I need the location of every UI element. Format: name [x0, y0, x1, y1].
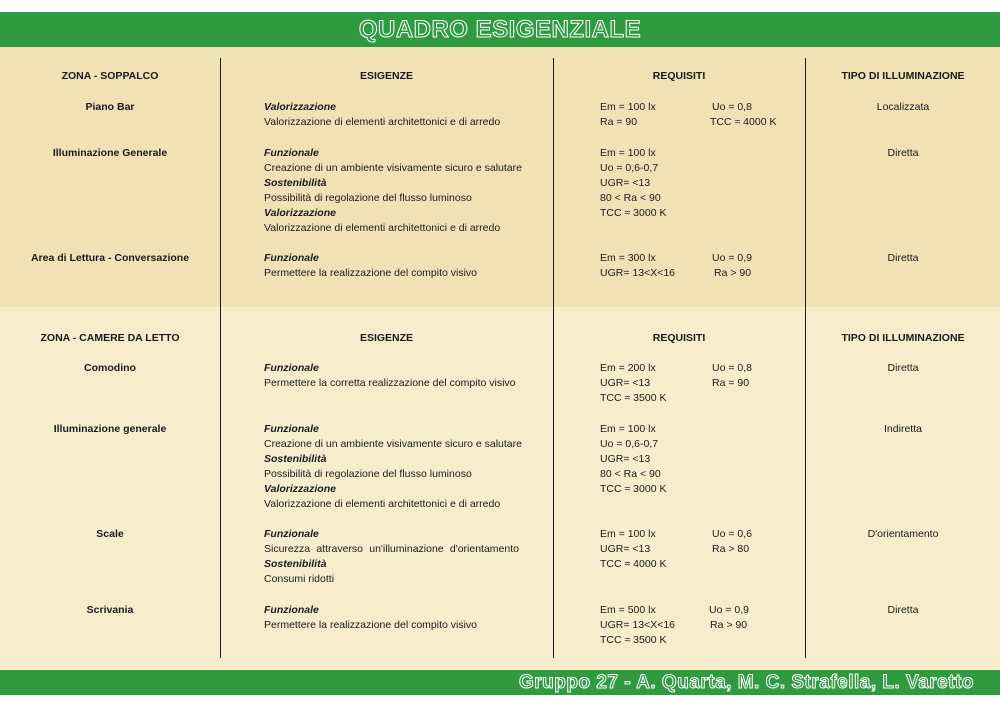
esigenza-category: Funzionale — [264, 423, 319, 435]
zone-header: ZONA - SOPPALCO — [61, 70, 159, 82]
esigenza-category: Funzionale — [264, 147, 319, 159]
requisito: UGR= <13 — [600, 377, 651, 389]
requisito: Em = 300 lx — [600, 252, 656, 264]
zone-label: Comodino — [84, 362, 136, 374]
requisito: Em = 100 lx — [600, 423, 656, 435]
requisito: Uo = 0,9 — [709, 604, 749, 616]
esigenza-category: Valorizzazione — [264, 207, 336, 219]
esigenze-header: ESIGENZE — [359, 70, 414, 82]
tipo-value: D'orientamento — [867, 528, 939, 540]
requisito: Em = 200 lx — [600, 362, 656, 374]
esigenza-text: Consumi ridotti — [264, 573, 335, 585]
esigenza-category: Funzionale — [264, 362, 319, 374]
column-divider — [553, 58, 554, 658]
esigenza-text: Valorizzazione di elementi architettonici e di arredo — [264, 498, 501, 510]
requisito: UGR= 13<X<16 — [600, 267, 676, 279]
tipo-value: Diretta — [887, 604, 919, 616]
requisito: Uo = 0,6-0,7 — [600, 162, 659, 174]
requisito: Ra > 80 — [712, 543, 750, 555]
requisito: UGR= 13<X<16 — [600, 619, 676, 631]
zone-header: ZONA - CAMERE DA LETTO — [40, 332, 180, 344]
requisito: Em = 500 lx — [600, 604, 656, 616]
section-soppalco — [0, 47, 1000, 307]
esigenza-text: Permettere la realizzazione del compito visivo — [264, 267, 478, 279]
esigenza-category: Funzionale — [264, 604, 319, 616]
zone-label: Scale — [96, 528, 124, 540]
requisito: Ra > 90 — [714, 267, 752, 279]
esigenza-text: Permettere la corretta realizzazione del compito visivo — [264, 377, 516, 389]
requisito: Uo = 0,6 — [712, 528, 752, 540]
requisiti-header: REQUISITI — [652, 332, 706, 344]
requisito: TCC ≈ 3000 K — [600, 483, 667, 495]
esigenza-text: Valorizzazione di elementi architettonici e di arredo — [264, 222, 501, 234]
esigenza-category: Valorizzazione — [264, 483, 336, 495]
requisito: Ra = 90 — [712, 377, 750, 389]
requisito: TCC ≈ 3500 K — [600, 634, 667, 646]
zone-label: Illuminazione Generale — [52, 147, 168, 159]
requisito: Ra > 90 — [710, 619, 748, 631]
requisito: 80 < Ra < 90 — [600, 468, 661, 480]
esigenza-text: Possibilità di regolazione del flusso luminoso — [264, 192, 472, 204]
esigenza-text: Permettere la realizzazione del compito visivo — [264, 619, 478, 631]
requisito: TCC ≈ 3000 K — [600, 207, 667, 219]
requisito: Uo = 0,6-0,7 — [600, 438, 659, 450]
requisito: TCC ≈ 4000 K — [600, 558, 667, 570]
requisito: UGR= <13 — [600, 453, 651, 465]
tipo-header: TIPO DI ILLUMINAZIONE — [841, 332, 965, 344]
requisito: 80 < Ra < 90 — [600, 192, 661, 204]
tipo-value: Diretta — [887, 147, 919, 159]
requisito: UGR= <13 — [600, 177, 651, 189]
esigenza-category: Funzionale — [264, 252, 319, 264]
requisito: TCC ≈ 3500 K — [600, 392, 667, 404]
esigenza-category: Valorizzazione — [264, 101, 336, 113]
zone-label: Piano Bar — [85, 101, 135, 113]
esigenza-category: Funzionale — [264, 528, 319, 540]
requisito: Em = 100 lx — [600, 147, 656, 159]
zone-label: Illuminazione generale — [53, 423, 167, 435]
footer-credits: Gruppo 27 - A. Quarta, M. C. Strafella, L. Varetto — [518, 672, 974, 693]
requisito: UGR= <13 — [600, 543, 651, 555]
requisito: Uo = 0,8 — [712, 362, 752, 374]
requisito: Ra = 90 — [600, 116, 638, 128]
requisito: Uo = 0,9 — [712, 252, 752, 264]
tipo-value: Diretta — [887, 362, 919, 374]
requisito: Uo = 0,8 — [712, 101, 752, 113]
zone-label: Scrivania — [86, 604, 134, 616]
esigenza-text: Valorizzazione di elementi architettonici e di arredo — [264, 116, 501, 128]
tipo-value: Localizzata — [876, 101, 930, 113]
tipo-header: TIPO DI ILLUMINAZIONE — [841, 70, 965, 82]
esigenza-text: Possibilità di regolazione del flusso luminoso — [264, 468, 472, 480]
esigenza-category: Sostenibilità — [264, 453, 327, 465]
zone-label: Area di Lettura - Conversazione — [30, 252, 190, 264]
esigenza-text: Sicurezza attraverso un'illuminazione d'orientamento — [264, 543, 519, 555]
requisito: Em = 100 lx — [600, 101, 656, 113]
esigenze-header: ESIGENZE — [359, 332, 414, 344]
requisiti-header: REQUISITI — [652, 70, 706, 82]
page-title: QUADRO ESIGENZIALE — [358, 16, 642, 43]
esigenza-category: Sostenibilità — [264, 177, 327, 189]
esigenza-text: Creazione di un ambiente visivamente sicuro e salutare — [264, 162, 522, 174]
requisito: Em = 100 lx — [600, 528, 656, 540]
esigenza-category: Sostenibilità — [264, 558, 327, 570]
esigenza-text: Creazione di un ambiente visivamente sicuro e salutare — [264, 438, 522, 450]
requisito: TCC ≈ 4000 K — [710, 116, 777, 128]
column-divider — [220, 58, 221, 658]
tipo-value: Indiretta — [884, 423, 922, 435]
tipo-value: Diretta — [887, 252, 919, 264]
